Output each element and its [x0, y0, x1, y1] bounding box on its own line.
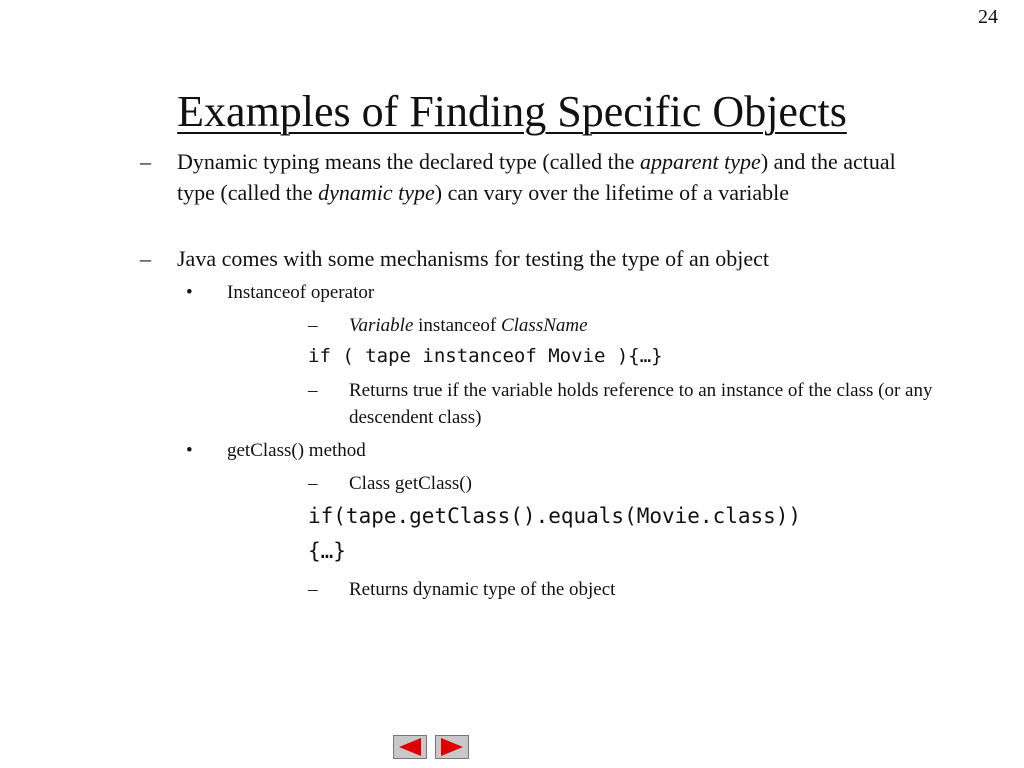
instanceof-syntax	[349, 312, 949, 339]
dash-marker: –	[308, 579, 318, 600]
syntax-classname: ClassName	[500, 315, 588, 336]
getclass-label: getClass() method	[227, 440, 366, 461]
page-number: 24	[978, 6, 998, 28]
getclass-code-line2: {…}	[308, 539, 346, 563]
term-apparent-type: apparent type	[640, 149, 761, 174]
dash-marker: –	[308, 473, 318, 494]
next-slide-button[interactable]	[435, 735, 469, 759]
bullet-marker: •	[186, 282, 193, 303]
text-segment: ) can vary over the lifetime of a variable	[434, 180, 790, 205]
slide-title: Examples of Finding Specific Objects	[177, 87, 847, 136]
text-segment: ) and the actual type (called the	[177, 149, 896, 205]
instanceof-code: if ( tape instanceof Movie ){…}	[308, 345, 663, 367]
getclass-code-line1: if(tape.getClass().equals(Movie.class))	[308, 504, 802, 528]
left-arrow-icon	[399, 738, 421, 756]
instanceof-label: Instanceof operator	[227, 282, 375, 303]
text-segment: Dynamic typing means the declared type (called the	[177, 149, 641, 174]
dash-marker: –	[308, 315, 318, 336]
dash-marker: –	[140, 246, 151, 271]
item-text-dynamic-typing	[177, 146, 937, 208]
instanceof-note: Returns true if the variable holds reference to an instance of the class (or any descendent class)	[349, 380, 933, 428]
dash-marker: –	[140, 149, 151, 174]
bullet-marker: •	[186, 440, 193, 461]
right-arrow-icon	[441, 738, 463, 756]
getclass-note: Returns dynamic type of the object	[349, 579, 616, 600]
getclass-syntax: Class getClass()	[349, 473, 472, 494]
syntax-keyword: instanceof	[413, 315, 501, 336]
item-text-mechanisms: Java comes with some mechanisms for testing the type of an object	[177, 246, 770, 271]
previous-slide-button[interactable]	[393, 735, 427, 759]
dash-marker: –	[308, 380, 318, 401]
term-dynamic-type: dynamic type	[318, 180, 435, 205]
syntax-variable: Variable	[349, 315, 414, 336]
